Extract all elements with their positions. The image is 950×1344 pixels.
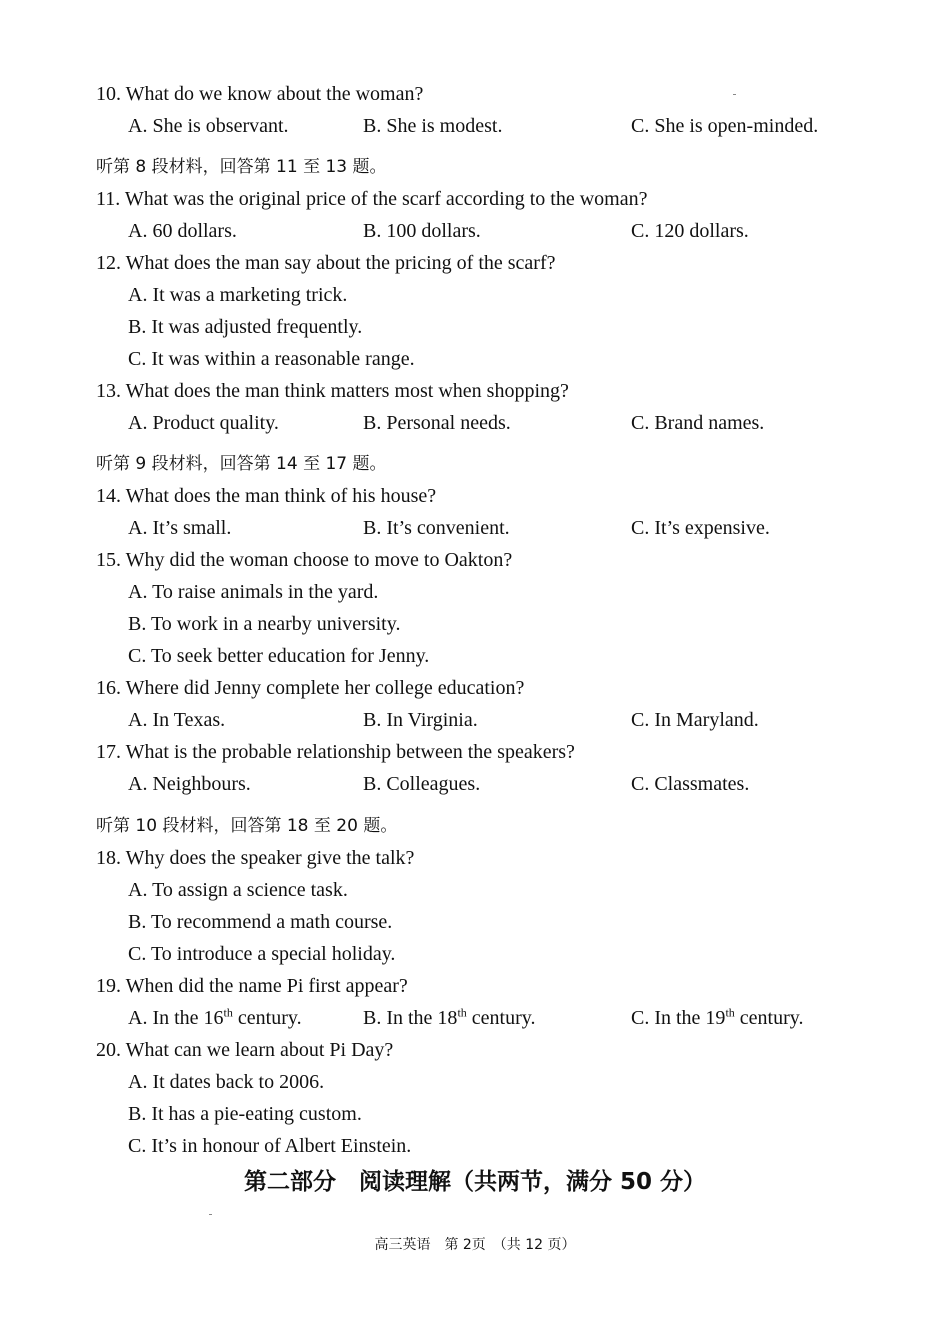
- q13-option-a: A. Product quality.: [128, 412, 279, 434]
- question-19: 19. When did the name Pi first appear?: [96, 975, 408, 997]
- q17-option-a: A. Neighbours.: [128, 773, 251, 795]
- q13-option-c: C. Brand names.: [631, 412, 765, 434]
- q17-option-b: B. Colleagues.: [363, 773, 481, 795]
- q13-option-b: B. Personal needs.: [363, 412, 511, 434]
- q20-option-a: A. It dates back to 2006.: [128, 1071, 325, 1093]
- q19-a-text: A. In the 16: [128, 1007, 224, 1029]
- q11-option-c: C. 120 dollars.: [631, 220, 749, 242]
- q19-option-b: [363, 1006, 535, 1030]
- question-20: 20. What can we learn about Pi Day?: [96, 1039, 394, 1061]
- q19-option-a: [128, 1006, 302, 1030]
- question-11: 11. What was the original price of the scarf according to the woman?: [96, 188, 648, 210]
- q15-option-a: A. To raise animals in the yard.: [128, 581, 379, 603]
- q19-c-text: C. In the 19: [631, 1007, 726, 1029]
- q11-option-a: A. 60 dollars.: [128, 220, 237, 242]
- q19-c-tail: century.: [734, 1007, 804, 1029]
- part-two-title: 第二部分 阅读理解（共两节，满分 50 分）: [243, 1169, 707, 1195]
- q19-a-tail: century.: [232, 1007, 302, 1029]
- q18-option-c: C. To introduce a special holiday.: [128, 943, 396, 965]
- q19-option-c: [631, 1006, 803, 1030]
- scan-speck: [209, 1214, 212, 1215]
- q17-option-c: C. Classmates.: [631, 773, 750, 795]
- section-9-heading: 听第 9 段材料，回答第 14 至 17 题。: [96, 454, 387, 474]
- q16-option-b: B. In Virginia.: [363, 709, 478, 731]
- q20-option-b: B. It has a pie-eating custom.: [128, 1103, 362, 1125]
- question-10: 10. What do we know about the woman?: [96, 83, 424, 105]
- q15-option-c: C. To seek better education for Jenny.: [128, 645, 430, 667]
- q19-b-text: B. In the 18: [363, 1007, 458, 1029]
- scan-speck: [733, 94, 736, 95]
- q20-option-c: C. It’s in honour of Albert Einstein.: [128, 1135, 412, 1157]
- q18-option-a: A. To assign a science task.: [128, 879, 348, 901]
- q10-option-a: A. She is observant.: [128, 115, 289, 137]
- question-17: 17. What is the probable relationship between the speakers?: [96, 741, 575, 763]
- question-14: 14. What does the man think of his house?: [96, 485, 437, 507]
- q19-b-tail: century.: [466, 1007, 536, 1029]
- question-16: 16. Where did Jenny complete her college education?: [96, 677, 525, 699]
- q15-option-b: B. To work in a nearby university.: [128, 613, 401, 635]
- section-8-heading: 听第 8 段材料，回答第 11 至 13 题。: [96, 157, 387, 177]
- question-15: 15. Why did the woman choose to move to Oakton?: [96, 549, 513, 571]
- question-18: 18. Why does the speaker give the talk?: [96, 847, 415, 869]
- q19-c-sup: th: [725, 1005, 735, 1020]
- question-12: 12. What does the man say about the pricing of the scarf?: [96, 252, 556, 274]
- q19-b-sup: th: [457, 1005, 467, 1020]
- q10-option-c: C. She is open-minded.: [631, 115, 819, 137]
- q14-option-c: C. It’s expensive.: [631, 517, 770, 539]
- q12-option-b: B. It was adjusted frequently.: [128, 316, 363, 338]
- q11-option-b: B. 100 dollars.: [363, 220, 481, 242]
- q16-option-a: A. In Texas.: [128, 709, 226, 731]
- q10-option-b: B. She is modest.: [363, 115, 503, 137]
- q12-option-a: A. It was a marketing trick.: [128, 284, 348, 306]
- page-footer: 高三英语 第 2页 （共 12 页）: [374, 1237, 576, 1253]
- section-10-heading: 听第 10 段材料，回答第 18 至 20 题。: [96, 816, 398, 836]
- q12-option-c: C. It was within a reasonable range.: [128, 348, 415, 370]
- q19-a-sup: th: [223, 1005, 233, 1020]
- q14-option-a: A. It’s small.: [128, 517, 232, 539]
- q18-option-b: B. To recommend a math course.: [128, 911, 393, 933]
- question-13: 13. What does the man think matters most when shopping?: [96, 380, 569, 402]
- q14-option-b: B. It’s convenient.: [363, 517, 510, 539]
- q16-option-c: C. In Maryland.: [631, 709, 759, 731]
